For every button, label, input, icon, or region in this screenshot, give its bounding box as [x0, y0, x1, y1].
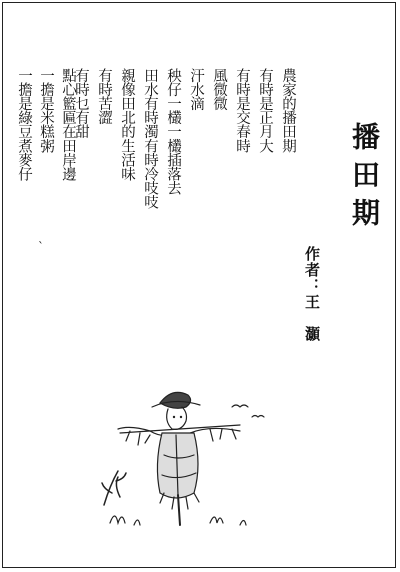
poem-line: 有時是交春時: [234, 68, 250, 153]
poem-line: 一擔是綠豆煮麥仔: [16, 68, 32, 181]
poem-line: 親像田北的生活味: [119, 68, 135, 181]
stray-mark: ˋ: [38, 240, 44, 254]
poem-line: 點心籃匾在田岸邊: [60, 68, 76, 181]
poem-author: 作者：王 灝: [303, 246, 321, 342]
poem-line: 風微微: [211, 68, 227, 111]
poem-line: 農家的播田期: [280, 68, 296, 153]
poem-line: 汗水滴: [188, 68, 204, 111]
poem-line: 秧仔一欉一欉插落去: [165, 68, 181, 195]
poem-line: 有時乜有甜: [73, 68, 89, 139]
poem-line: 田水有時濁有時冷吱吱: [142, 68, 158, 210]
poem-line: 有時苦澀: [96, 68, 112, 125]
poem-line: 有時是正月大: [257, 68, 273, 153]
poem-line: 一擔是米糕粥: [38, 68, 54, 153]
poem-title: 播田期: [348, 122, 381, 236]
scarecrow-illustration: [90, 385, 280, 535]
